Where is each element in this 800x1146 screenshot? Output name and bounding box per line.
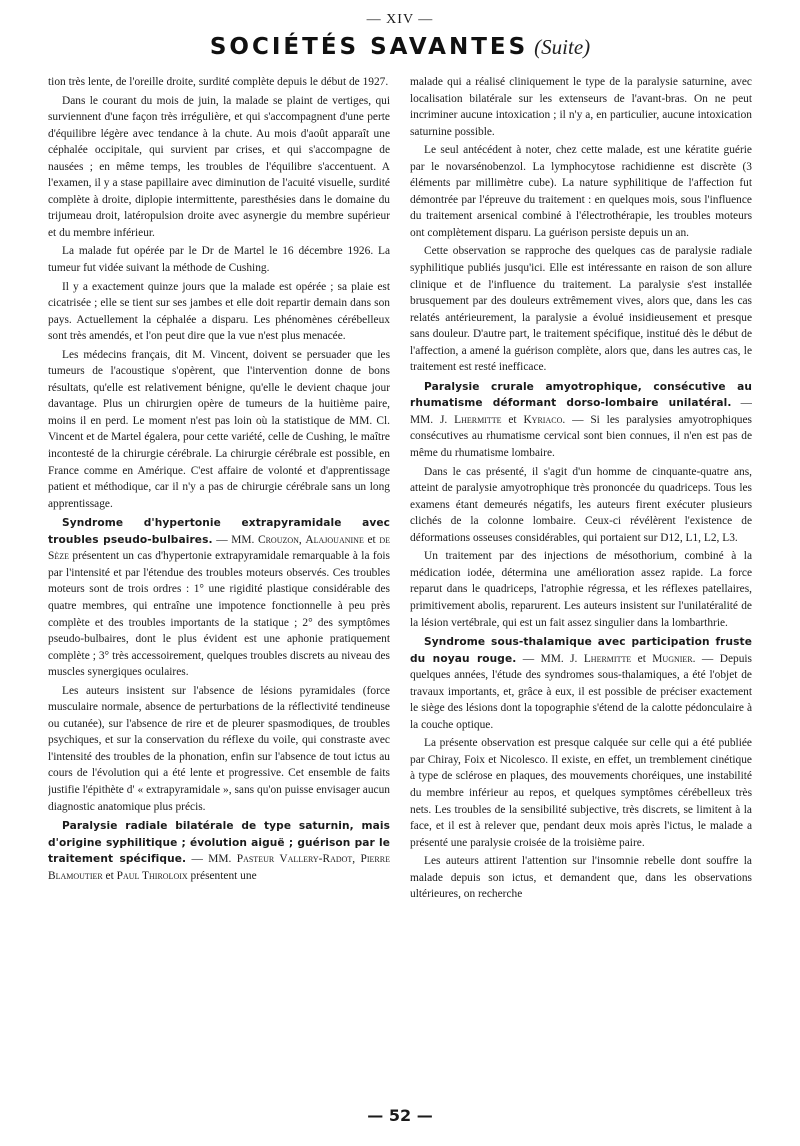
paragraph: Les auteurs insistent sur l'absence de lésions pyramidales (force musculaire normale, absence de perturbations de la réflectivité tendineuse ou cutanée), sur l'absence de rire et de pleurer spasmodiques, de troubles psychiques, et sur la conservation du réflexe du voile, qui constraste avec l'intensité des troubles de la phonation, enfin sur l'absence de tout ictus au cours de l'évolution qui a été lente et progressive. Cet ensemble de faits justifie l'épithète d' « extrapyramidale », sans qu'on puisse envisager aucun diagnostic anatomique plus précis. (48, 684, 390, 813)
communication-text: . — Si les paralysies amyotrophiques consécutives au rhumatisme cervical sont bien connues, il n'en est pas de même du rhumatisme lombaire. (410, 413, 752, 460)
page-number: — 52 — (367, 1106, 433, 1125)
communication-paralysie-radiale: Paralysie radiale bilatérale de type saturnin, mais d'origine syphilitique ; évolution aiguë ; guérison par le traitement spécifique. — MM. Pasteur Vallery-Radot, Pierre Blamoutier et Paul Thiroloix présentent une (48, 820, 390, 882)
author-name: Kyriaco (523, 413, 563, 426)
communication-title: Paralysie radiale bilatérale de type saturnin, mais d'origine syphilitique ; évolution aiguë ; guérison par le traitement spécifique. (48, 820, 390, 866)
communication-text: présentent un cas d'hypertonie extrapyramidale remarquable à la fois par l'intensité et par l'étendue des troubles moteurs observés. Ces troubles moteurs sont de trois ordres : 1° une rigidité plastique considérable des quatre membres, qui entraîne une impotence fonctionnelle à peu près complète et des troubles importants de la statique ; 2° des symptômes pseudo-bulbaires, dont le plus évident est une aphonie pratiquement complète ; 3° très accessoirement, quelques troubles discrets au niveau des muscles synergiques oculaires. (48, 550, 390, 679)
author-name: Paul Thiroloix (116, 869, 188, 882)
paragraph: tion très lente, de l'oreille droite, surdité complète depuis le début de 1927. (48, 76, 389, 88)
authors-prefix: — MM. (186, 853, 237, 866)
authors-prefix: — MM. J. (516, 652, 584, 665)
left-column (48, 74, 390, 1092)
paragraph: La présente observation est presque calquée sur celle qui a été publiée par Chiray, Foix et Nicolesco. Il existe, en effet, un tremblement cinétique à type de sclérose en plaques, des mouvements choréiques, une instabilité du membre inférieur au repos, et quelques symptômes cérébelleux très nets. Les troubles de la sensibilité subjective, très discrets, se limitent à la face, et il est à relever que, pendant deux mois après l'ictus, le malade a présenté une paralysie croisée de la troisième paire. (410, 737, 752, 849)
authors-prefix: — MM. (212, 533, 258, 546)
communication-hypertonie: Syndrome d'hypertonie extrapyramidale avec troubles pseudo-bulbaires. — MM. Crouzon, Alajouanine et de Sèze présentent un cas d'hypertonie extrapyramidale remarquable à la fois par l'intensité et par l'étendue des troubles moteurs observés. Ces troubles moteurs sont de trois ordres : 1° une rigidité plastique considérable des quatre membres, qui entraîne une impotence fonctionnelle à peu près complète et des troubles importants de la statique ; 2° des symptômes pseudo-bulbaires, dont le plus évident est une aphonie pratiquement complète ; 3° très accessoirement, quelques troubles discrets au niveau des muscles synergiques oculaires. (48, 517, 390, 679)
author-name: Pierre Blamoutier (48, 853, 390, 882)
paragraph: Dans le courant du mois de juin, la malade se plaint de vertiges, qui surviennent d'une façon très irrégulière, et qui s'accompagnent d'une perte d'équilibre légère avec tendance à la chute. Au mois d'août apparaît une céphalée occipitale, qui survient par crises, et qui s'accompagne de nausées ; en même temps, les troubles de l'équilibre s'accentuent. A l'examen, il y a stase papillaire avec diminution de l'acuité visuelle, surdité complète à droite, diplopie intermittente, paresthésies dans le domaine du trijumeau droit, latéropulsion droite avec asynergie du membre supérieur et du membre inférieur. (48, 94, 390, 239)
authors-prefix: — MM. J. (410, 397, 752, 426)
paragraph: Les médecins français, dit M. Vincent, doivent se persuader que les tumeurs de l'acoustique s'opèrent, que l'intervention donne de bons résultats, qu'elle est relativement bénigne, qu'elle le devient chaque jour davantage. Plus un chirurgien opère de tumeurs de la huitième paire, moins il en perd. Le moment n'est pas loin où la statistique de MM. Cl. Vincent et de Martel égalera, pour cette variété, celle de Cushing, le maître incontesté de la chirurgie cérébrale. La chirurgie cérébrale est possible, en France comme en Amérique. C'est affaire de volonté et d'apprentissage patient et méthodique, car il n'y a pas de chirurgie cérébrale sans un long apprentissage. (48, 348, 390, 510)
communication-paralysie-crurale (410, 379, 752, 462)
author-conjunction: et (631, 652, 653, 665)
paragraph: Le seul antécédent à noter, chez cette malade, est une kératite guérie par le novarsénobenzol. La lymphocytose rachidienne est discrète (3 éléments par millimètre cube). La nature syphilitique de l'affection fut démontrée par l'épreuve du traitement : en quelques mois, sous l'influence du traitement arsenical combiné à l'électrothérapie, les troubles moteurs ont complètement disparu. La guérison persiste depuis un an. (410, 144, 752, 239)
communication-title: Syndrome d'hypertonie extrapyramidale avec troubles pseudo-bulbaires. (48, 517, 390, 546)
author-name: Lhermitte (454, 413, 502, 426)
author-conjunction: et (102, 869, 117, 882)
paragraph: Cette observation se rapproche des quelques cas de paralysie radiale syphilitique publiés jusqu'ici. Elle est intéressante en raison de son allure clinique et de l'influence du traitement. La paralysie s'est installée brusquement par des douleurs extrêmement vives, alors que, dans les cas relatés antérieurement, la paralysie a évolué insidieusement et presque sans douleur. D'autre part, le traitement spécifique, institué dès le début de l'affection, a amené la guérison complète, alors que, dans les autres cas, le traitement est resté inefficace. (410, 245, 752, 374)
communication-text: présentent une (187, 869, 257, 882)
communication-title: Paralysie crurale amyotrophique, consécutive au rhumatisme déformant dorso-lombaire unilatéral. (410, 380, 752, 410)
paragraph: malade qui a réalisé cliniquement le type de la paralysie saturnine, avec localisation bilatérale sur les extenseurs de l'avant-bras. On ne peut incriminer aucune intoxication ; il n'y a, en particulier, aucune intoxication saturnine possible. (410, 76, 752, 138)
communication-title: Syndrome sous-thalamique avec participation fruste du noyau rouge. (410, 636, 752, 665)
section-title: SOCIÉTÉS SAVANTES (209, 34, 529, 60)
section-banner (0, 34, 800, 60)
paragraph: Les auteurs attirent l'attention sur l'insomnie rebelle dont souffre la malade depuis son ictus, et demandent que, dans les observations ultérieures, on recherche (410, 855, 752, 901)
paragraph: La malade fut opérée par le Dr de Martel le 16 décembre 1926. La tumeur fut vidée suivant la méthode de Cushing. (48, 245, 390, 275)
paragraph: Un traitement par des injections de mésothorium, combiné à la médication iodée, détermina une amélioration assez rapide. La force reparut dans le quadriceps, l'atrophie régressa, et les réflexes patellaires, primitivement abolis, reparurent. Les auteurs insistent sur l'unilatéralité de la lésion vertébrale, qui est un fait assez singulier dans la lombarthrie. (410, 550, 752, 629)
section-title-suite: (Suite) (534, 35, 591, 59)
author-name: Crouzon (257, 533, 299, 546)
author-name: Mugnier (652, 652, 693, 665)
communication-syndrome-sous-thalamique (410, 634, 752, 733)
author-name: Pasteur Vallery-Radot (236, 853, 353, 866)
author-name: Lhermitte (583, 652, 632, 665)
author-conjunction: et (501, 413, 524, 426)
right-column (410, 74, 752, 1092)
paragraph: Dans le cas présenté, il s'agit d'un homme de cinquante-quatre ans, atteint de paralysie amyotrophique très prononcée du quadriceps. Tous les examens étant demeurés négatifs, les auteurs firent exécuter plusieurs clichés de la colonne lombaire. Ceux-ci révélèrent l'existence de déformations osseuses considérables, qui portaient sur D12, L1, L2, L3. (410, 465, 752, 544)
author-conjunction: et (363, 533, 380, 546)
communication-text: . — Depuis quelques années, l'étude des syndromes sous-thalamiques, a été l'objet de travaux importants, et, grâce à eux, il est possible de préciser exactement le siège des lésions dont la topographie s'étend de la calotte pédonculaire à la couche optique. (410, 652, 752, 731)
author-name: de Sèze (48, 533, 390, 563)
paragraph: Il y a exactement quinze jours que la malade est opérée ; sa plaie est cicatrisée ; elle se tient sur ses jambes et elle doit repartir demain dans son pays. Actuellement la céphalée a disparu. Les phénomènes cérébelleux sont très amendés, et l'on peut dire que la vue n'est plus menacée. (48, 280, 390, 343)
page-roman-numeral: — XIV — (366, 12, 434, 27)
author-name: Alajouanine (305, 533, 364, 546)
